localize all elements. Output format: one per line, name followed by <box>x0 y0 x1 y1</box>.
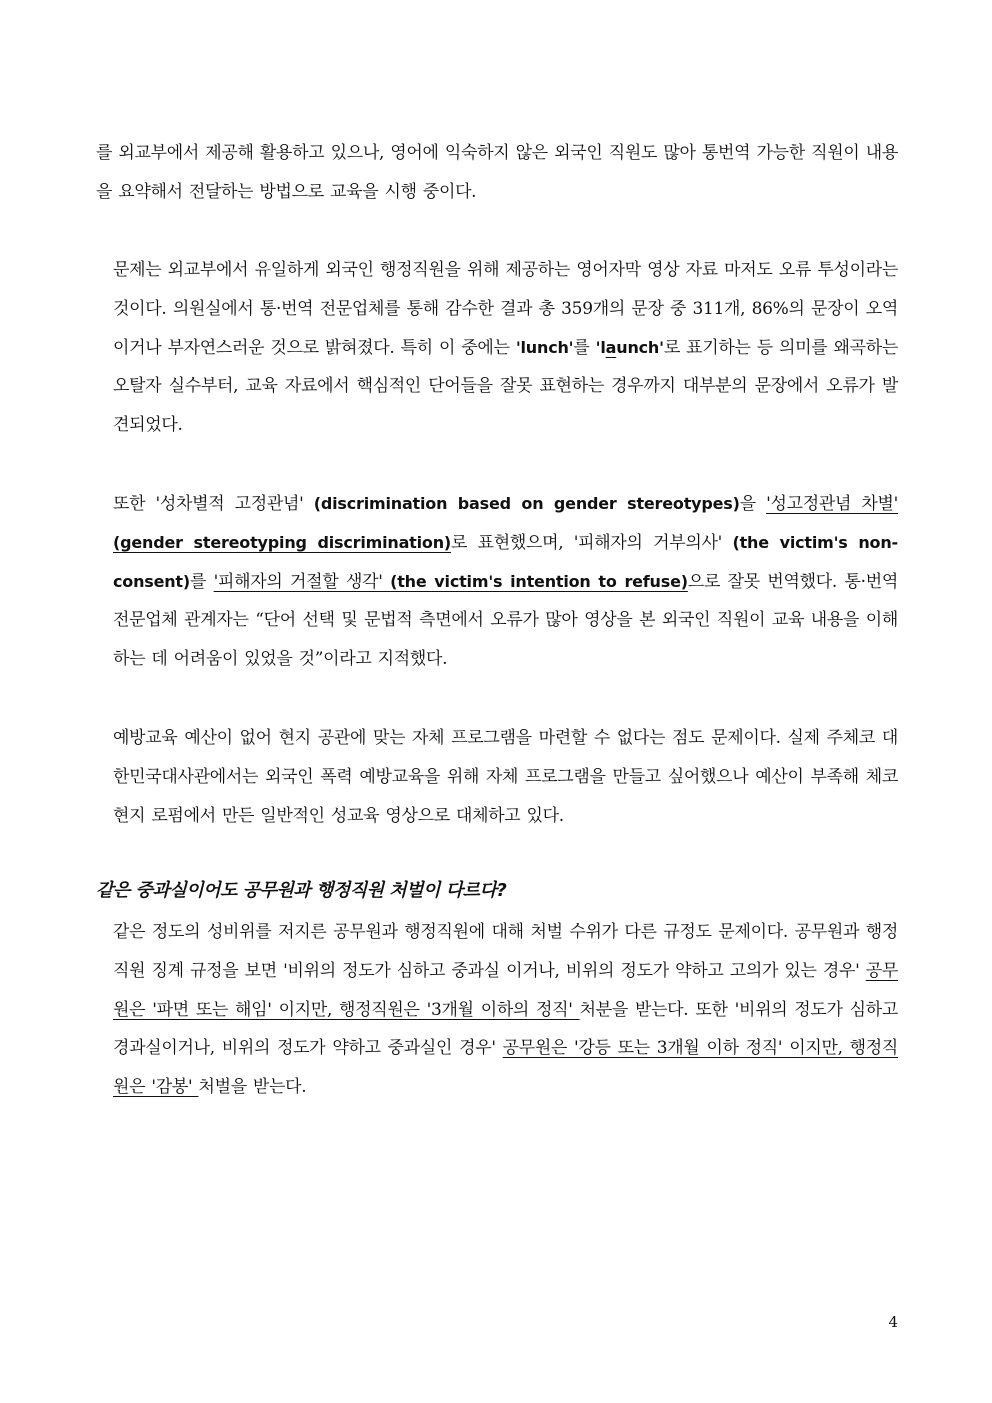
launch-term-end: unch' <box>616 337 664 357</box>
paragraph-3-text-e: 를 <box>190 571 214 592</box>
mistranslation-2-english: (the victim's intention to refuse) <box>390 571 688 591</box>
mistranslation-1: '성고정관념 차별' <box>766 494 898 514</box>
paragraph-5-text-b: 처분을 받는다. 또한 '비위의 정도가 심하고 경과실이거나, 비위의 정도가 약하고 중과실인 경우' <box>113 999 898 1059</box>
paragraph-3-text-a: 또한 '성차별적 고정관념' <box>113 494 314 514</box>
page-number: 4 <box>888 1313 898 1331</box>
paragraph-5-text-c: 처벌을 받는다. <box>198 1077 307 1098</box>
paragraph-5-text-a: 같은 정도의 성비위를 저지른 공무원과 행정직원에 대해 처벌 수위가 다른 규정도 문제이다. 공무원과 행정직원 징계 규정을 보면 '비위의 정도가 심하고 중과실 이거나, 비위의 정도가 약하고 고의가 있는 경우' <box>113 922 898 981</box>
paragraph-3-text-d: 로 표현했으며, '피해자의 거부의사' <box>451 532 733 553</box>
mistranslation-1-english: (gender stereotyping discrimination) <box>113 532 451 552</box>
paragraph-3-text-f: 으로 잘못 번역했다. 통·번역 전문업체 관계자는 “단어 선택 및 문법적 측면에서 오류가 많아 영상을 본 외국인 직원이 교육 내용을 이해하는 데 어려움이 있었을 것”이라고 지적했다. <box>113 571 898 670</box>
penalty-comparison-1: 공무원은 '파면 또는 해임' 이지만, 행정직원은 '3개월 이하의 정직' <box>113 960 898 1020</box>
paragraph-3-text-c: 을 <box>739 494 767 514</box>
english-term-2: (the victim's non-consent) <box>113 532 898 591</box>
paragraph-4-text: 예방교육 예산이 없어 현지 공관에 맞는 자체 프로그램을 마련할 수 없다는 점도 문제이다. 실제 주체코 대한민국대사관에서는 외국인 폭력 예방교육을 위해 자체 프로그램을 만들고 싶어했으나 예산이 부족해 체코 현지 로펌에서 만든 일반적인 성교육 영상으로 대체하고 있다. <box>113 728 898 826</box>
section-heading: 같은 중과실이어도 공무원과 행정직원 처벌이 다르다? <box>96 880 507 901</box>
english-term-1: (discrimination based on gender stereotypes) <box>313 494 740 513</box>
lunch-term: 'lunch' <box>515 337 574 357</box>
launch-term-start: 'l <box>595 337 606 357</box>
paragraph-2-text-d: 로 표기하는 등 의미를 왜곡하는 오탈자 실수부터, 교육 자료에서 핵심적인 단어들을 잘못 표현하는 경우까지 대부분의 문장에서 오류가 발견되었다. <box>113 337 898 436</box>
paragraph-5 <box>96 913 898 1107</box>
paragraph-1-text: 를 외교부에서 제공해 활용하고 있으나, 영어에 익숙하지 않은 외국인 직원도 많아 통번역 가능한 직원이 내용을 요약해서 전달하는 방법으로 교육을 시행 중이다. <box>96 143 898 202</box>
penalty-comparison-2: 공무원은 '강등 또는 3개월 이하 정직' 이지만, 행정직원은 '감봉' <box>113 1038 898 1098</box>
paragraph-2-text-c: 를 <box>573 337 596 358</box>
paragraph-2-text-a: 문제는 외교부에서 유일하게 외국인 행정직원을 위해 제공하는 영어자막 영상 자료 마저도 오류 투성이라는 것이다. 의원실에서 통·번역 전문업체를 통해 감수한 결과 총 359개의 문장 중 311개, 86%의 문장이 오역이거나 부자연스러운 것으로 밝혀졌다. 특히 이 중에는 <box>113 260 898 358</box>
paragraph-2 <box>96 251 898 445</box>
paragraph-3 <box>96 485 898 679</box>
launch-term-highlight: a <box>605 337 617 357</box>
mistranslation-2: '피해자의 거절할 생각' <box>213 571 391 592</box>
paragraph-1 <box>96 134 898 212</box>
paragraph-4 <box>96 719 898 835</box>
